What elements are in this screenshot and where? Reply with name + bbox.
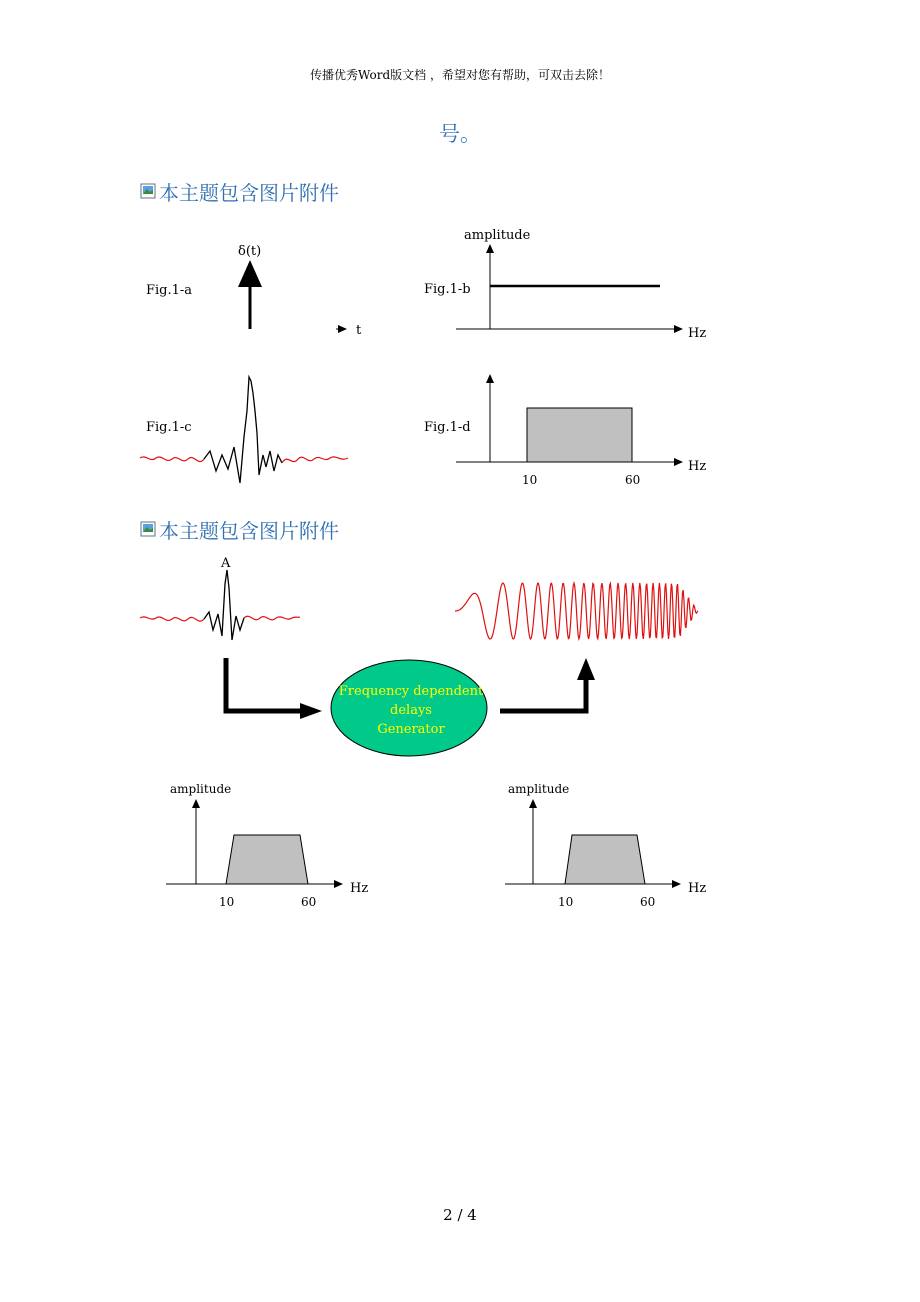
passband-rect <box>527 408 632 462</box>
fig-1a-label: Fig.1-a <box>146 283 193 298</box>
left-spectrum-ylabel: amplitude <box>170 782 232 796</box>
fig-1b-label: Fig.1-b <box>424 282 471 297</box>
pulse-tail-right <box>244 616 300 620</box>
attachment-notice-1[interactable] <box>140 178 339 204</box>
output-flow-arrowhead <box>577 658 595 680</box>
fig-1b-xlabel: Hz <box>688 326 707 341</box>
pulse-main-lobe <box>204 570 244 640</box>
figure-1 <box>0 225 920 495</box>
left-band-low: 10 <box>219 895 235 909</box>
fig-1c-label: Fig.1-c <box>146 420 192 435</box>
pulse-peak-label: A <box>221 556 231 571</box>
document-header: 传播优秀Word版文档 ，希望对您有帮助，可双击去除！ <box>310 68 610 82</box>
left-passband <box>226 835 308 884</box>
band-high-label: 60 <box>625 473 641 487</box>
text-fragment: 号。 <box>439 122 481 146</box>
fig-1b-ylabel: amplitude <box>464 228 531 243</box>
left-band-high: 60 <box>301 895 317 909</box>
sinc-main-lobe <box>204 377 282 483</box>
t-axis-label: t <box>356 323 362 338</box>
right-band-high: 60 <box>640 895 656 909</box>
sinc-tail-right <box>282 457 348 463</box>
impulse-label: δ(t) <box>238 244 262 259</box>
fig-1d-xlabel: Hz <box>688 459 707 474</box>
right-band-low: 10 <box>558 895 574 909</box>
sinc-tail-left <box>140 457 204 462</box>
generator-text-line2: delays <box>390 703 432 718</box>
generator-text-line1: Frequency dependent <box>338 684 484 699</box>
right-spectrum-xlabel: Hz <box>688 881 707 896</box>
fig-1d-label: Fig.1-d <box>424 420 471 435</box>
pulse-tail-left <box>140 617 204 621</box>
input-flow-arrow <box>226 658 306 711</box>
page-number: 2 / 4 <box>443 1206 477 1224</box>
left-spectrum-xlabel: Hz <box>350 881 369 896</box>
chirp-output-wave <box>455 583 698 639</box>
band-low-label: 10 <box>522 473 538 487</box>
right-passband <box>565 835 645 884</box>
attachment-notice-2[interactable] <box>140 516 339 542</box>
right-spectrum-ylabel: amplitude <box>508 782 570 796</box>
image-attachment-icon <box>140 183 156 199</box>
attachment-label: 本主题包含图片附件 <box>159 180 339 205</box>
output-flow-arrow <box>500 676 586 711</box>
image-attachment-icon <box>140 521 156 537</box>
input-flow-arrowhead <box>300 703 322 719</box>
figure-2 <box>0 548 920 918</box>
generator-text-line3: Generator <box>377 722 445 737</box>
attachment-label: 本主题包含图片附件 <box>159 518 339 543</box>
